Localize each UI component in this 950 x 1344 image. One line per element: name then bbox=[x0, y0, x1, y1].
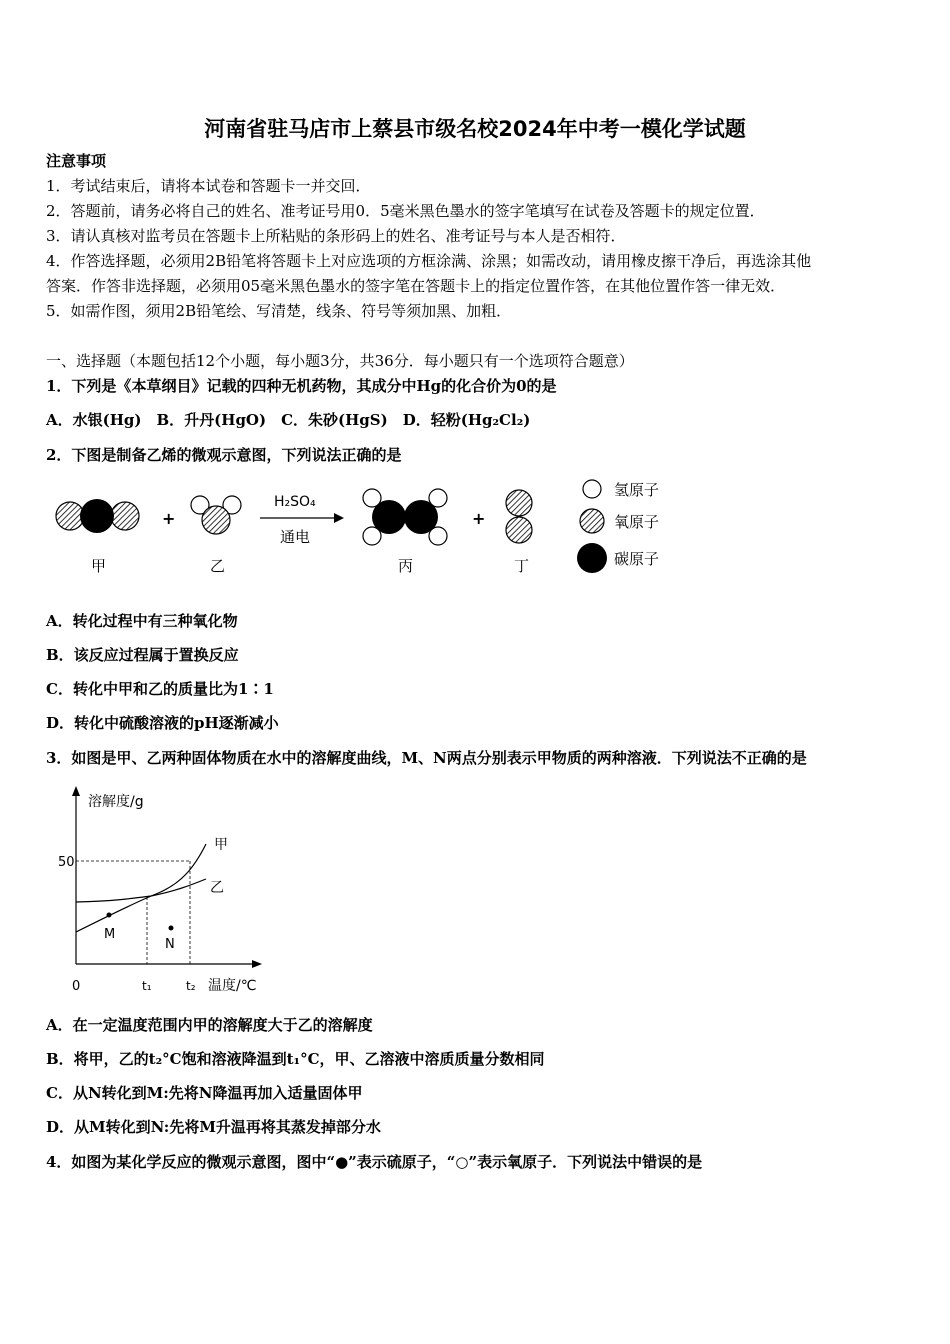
curve-jia bbox=[76, 844, 206, 932]
solubility-graph bbox=[56, 784, 276, 996]
point-m bbox=[107, 913, 112, 918]
point-n bbox=[169, 926, 174, 931]
q3-option-c: C．从N转化到M:先将N降温再加入适量固体甲 bbox=[46, 1084, 363, 1102]
curve-yi bbox=[76, 879, 206, 902]
q3-option-a: A．在一定温度范围内甲的溶解度大于乙的溶解度 bbox=[46, 1016, 373, 1034]
legend-hydrogen: 氢原子 bbox=[614, 481, 660, 499]
reaction-diagram bbox=[46, 474, 686, 584]
q2-option-d: D．转化中硫酸溶液的pH逐渐减小 bbox=[46, 714, 279, 732]
notice-item-2: 2．答题前，请务必将自己的姓名、准考证号用0．5毫米黑色墨水的签字笔填写在试卷及答题卡的规定位置． bbox=[46, 202, 765, 220]
notice-item-5: 5．如需作图，须用2B铅笔绘、写清楚，线条、符号等须加黑、加粗． bbox=[46, 302, 512, 320]
t2-label: t₂ bbox=[186, 979, 196, 993]
label-bing: 丙 bbox=[398, 557, 414, 575]
legend-oxygen: 氧原子 bbox=[614, 513, 660, 531]
notice-item-4: 4．作答选择题，必须用2B铅笔将答题卡上对应选项的方框涂满、涂黑；如需改动，请用橡皮擦干净后，再选涂其他 bbox=[46, 252, 812, 270]
q3-option-b: B．将甲，乙的t₂°C饱和溶液降温到t₁°C，甲、乙溶液中溶质质量分数相同 bbox=[46, 1050, 545, 1068]
legend-carbon: 碳原子 bbox=[614, 550, 660, 568]
q2-option-b: B．该反应过程属于置换反应 bbox=[46, 646, 239, 664]
origin-label: 0 bbox=[72, 979, 81, 994]
notice-item-4-cont: 答案．作答非选择题，必须用05毫米黑色墨水的签字笔在答题卡上的指定位置作答，在其他位置作答一律无效． bbox=[46, 277, 786, 295]
label-yi: 乙 bbox=[210, 557, 226, 575]
curve-yi-label: 乙 bbox=[210, 880, 224, 896]
notice-heading: 注意事项 bbox=[46, 152, 107, 170]
x-axis-label: 温度/℃ bbox=[208, 978, 257, 994]
q4-stem: 4．如图为某化学反应的微观示意图，图中“●”表示硫原子，“○”表示氧原子．下列说法中错误的是 bbox=[46, 1153, 703, 1171]
label-ding: 丁 bbox=[514, 557, 530, 575]
q1-stem: 1．下列是《本草纲目》记载的四种无机药物，其成分中Hg的化合价为0的是 bbox=[46, 377, 557, 395]
plus-2: + bbox=[472, 509, 486, 528]
legend bbox=[577, 480, 659, 573]
molecule-bing bbox=[363, 489, 447, 545]
reaction-arrow bbox=[260, 513, 344, 523]
point-m-label: M bbox=[104, 927, 116, 942]
q1-options: A．水银(Hg) B．升丹(HgO) C．朱砂(HgS) D．轻粉(Hg₂Cl₂) bbox=[46, 411, 531, 429]
y-tick-50: 50 bbox=[58, 855, 75, 870]
page-title: 河南省驻马店市上蔡县市级名校2024年中考一模化学试题 bbox=[204, 117, 746, 141]
molecule-jia bbox=[56, 499, 139, 533]
t1-label: t₁ bbox=[142, 979, 152, 993]
curve-jia-label: 甲 bbox=[214, 837, 228, 853]
q2-option-a: A．转化过程中有三种氧化物 bbox=[46, 612, 238, 630]
q3-option-d: D．从M转化到N:先将M升温再将其蒸发掉部分水 bbox=[46, 1118, 381, 1136]
plus-1: + bbox=[162, 509, 176, 528]
notice-item-1: 1．考试结束后，请将本试卷和答题卡一并交回． bbox=[46, 177, 371, 195]
catalyst-label: H₂SO₄ bbox=[274, 494, 316, 510]
point-n-label: N bbox=[165, 937, 175, 952]
label-jia: 甲 bbox=[91, 557, 107, 575]
q3-stem: 3．如图是甲、乙两种固体物质在水中的溶解度曲线，M、N两点分别表示甲物质的两种溶液．下列说法不正确的是 bbox=[46, 749, 807, 767]
section-heading: 一、选择题（本题包括12个小题，每小题3分，共36分．每小题只有一个选项符合题意） bbox=[46, 352, 634, 370]
condition-label: 通电 bbox=[280, 528, 311, 546]
molecule-yi bbox=[191, 496, 241, 534]
q2-option-c: C．转化中甲和乙的质量比为1∶1 bbox=[46, 680, 274, 698]
molecule-ding bbox=[506, 490, 532, 543]
notice-item-3: 3．请认真核对监考员在答题卡上所粘贴的条形码上的姓名、准考证号与本人是否相符． bbox=[46, 227, 626, 245]
q2-stem: 2．下图是制备乙烯的微观示意图，下列说法正确的是 bbox=[46, 446, 402, 464]
y-axis-label: 溶解度/g bbox=[88, 794, 144, 810]
